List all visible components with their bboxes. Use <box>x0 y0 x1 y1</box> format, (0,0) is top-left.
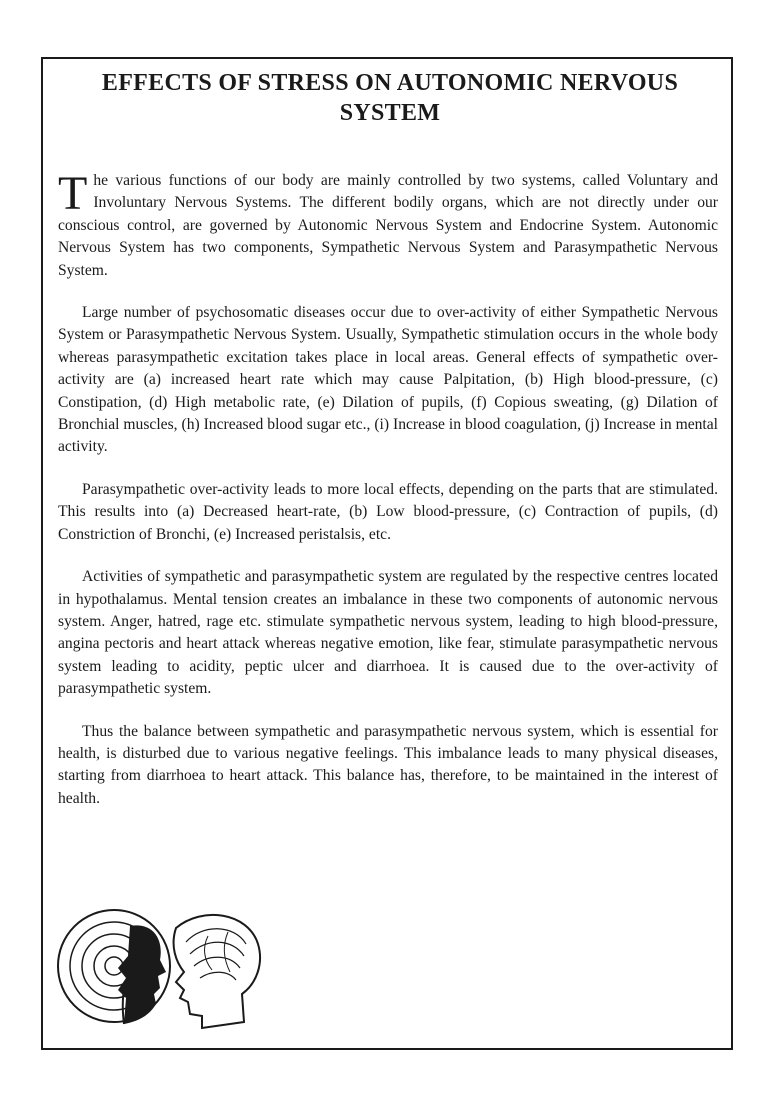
paragraph-5: Thus the balance between sympathetic and parasympathetic nervous system, which is essential for health, is disturbed due to various negative feelings. This imbalance leads to many physical diseases, starting from diarrhoea to heart attack. This balance has, therefore, to be maintained in the interest of health. <box>58 722 718 807</box>
title-line-1: EFFECTS OF STRESS ON AUTONOMIC NERVOUS <box>101 70 679 96</box>
title-line-2: SYSTEM <box>339 100 441 126</box>
paragraph-4: Activities of sympathetic and parasympathetic system are regulated by the respective centres located in hypothalamus. Mental tension creates an imbalance in these two components of autonomic nervous system. Anger, hatred, rage etc. stimulate sympathetic nervous system, leading to high blood-pressure, angina pectoris and heart attack whereas negative emotion, like fear, stimulate parasympathetic nervous system leading to acidity, peptic ulcer and diarrhoea. It is caused due to the over-activity of parasympathetic system. <box>58 568 718 698</box>
drop-cap: T <box>58 167 88 220</box>
paragraph-3: Parasympathetic over-activity leads to more local effects, depending on the parts that are stimulated. This results into (a) Decreased heart-rate, (b) Low blood-pressure, (c) Contraction of pupils, (d) Constriction of Bronchi, (e) Increased peristalsis, etc. <box>58 480 718 543</box>
page-title <box>60 68 720 128</box>
paragraph-1 <box>58 167 718 282</box>
head-profile-illustration <box>52 898 272 1048</box>
paragraph-1-text: he various functions of our body are mainly controlled by two systems, called Voluntary and Involuntary Nervous Systems. The different bodily organs, which are not directly under our conscious control, are governed by Autonomic Nervous System and Endocrine System. Autonomic Nervous System has two components, Sympathetic Nervous System and Parasympathetic Nervous System. <box>58 172 718 279</box>
article-body <box>58 167 718 830</box>
paragraph-2: Large number of psychosomatic diseases occur due to over-activity of either Sympathetic Nervous System or Parasympathetic Nervous System. Usually, Sympathetic stimulation occurs in the whole body whereas parasympathetic excitation takes place in local areas. General effects of sympathetic over-activity are (a) increased heart rate which may cause Palpitation, (b) High blood-pressure, (c) Constipation, (d) High metabolic rate, (e) Dilation of pupils, (f) Copious sweating, (g) Dilation of Bronchial muscles, (h) Increased blood sugar etc., (i) Increase in blood coagulation, (j) Increase in mental activity. <box>58 304 718 456</box>
